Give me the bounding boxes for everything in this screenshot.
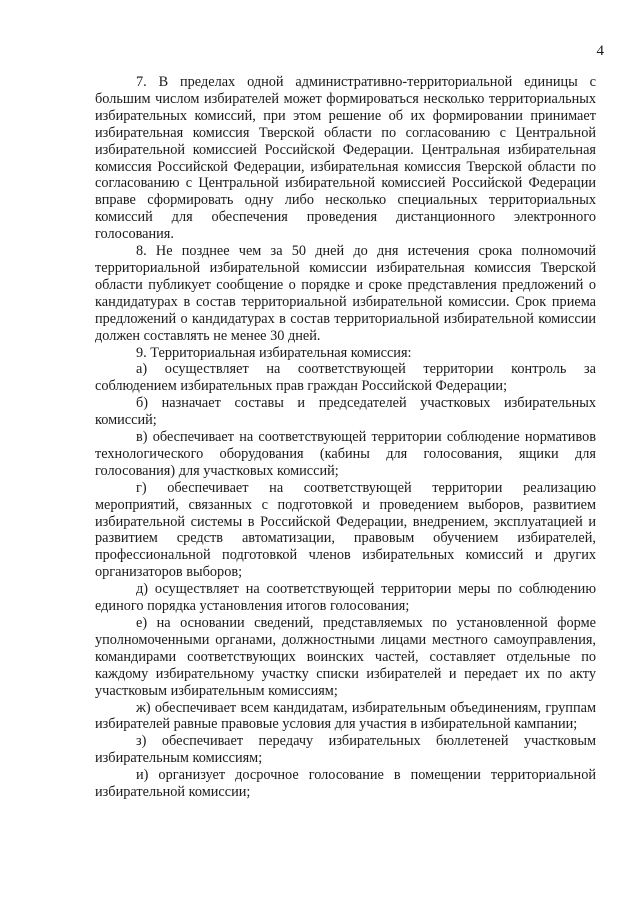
document-body [95, 74, 596, 801]
list-item-e: е) на основании сведений, представляемых по установленной форме уполномоченными органами, должностными лицами местного самоуправления, командирами соответствующих воинских частей, составляет отдельные по каждому избирательному участку списки избирателей и передает их по акту участковым избирательным комиссиям; [95, 615, 596, 699]
list-item-a: а) осуществляет на соответствующей территории контроль за соблюдением избирательных прав граждан Российской Федерации; [95, 361, 596, 395]
paragraph-9-heading: 9. Территориальная избирательная комиссия: [136, 344, 412, 361]
list-item-i: и) организует досрочное голосование в помещении территориальной избирательной комиссии; [95, 767, 596, 801]
list-item-v: в) обеспечивает на соответствующей территории соблюдение нормативов технологического оборудования (кабины для голосования, ящики для голосования) для участковых комиссий; [95, 429, 596, 479]
list-item-d: д) осуществляет на соответствующей территории меры по соблюдению единого порядка установления итогов голосования; [95, 581, 596, 615]
list-item-b: б) назначает составы и председателей участковых избирательных комиссий; [95, 395, 596, 429]
paragraph-7: 7. В пределах одной административно-территориальной единицы с большим числом избирателей может формироваться несколько территориальных избирательных комиссий, при этом решение об их формировании принимает избирательная комиссия Тверской области по согласованию с Центральной избирательной комиссией Российской Федерации. Центральная избирательная комиссия Российской Федерации, избирательная комиссия Тверской области по согласованию с Центральной избирательной комиссией Российской Федерации вправе сформировать одну либо несколько специальных территориальных комиссий для обеспечения проведения дистанционного электронного голосования. [95, 74, 596, 243]
paragraph-8: 8. Не позднее чем за 50 дней до дня истечения срока полномочий территориальной избирательной комиссии избирательная комиссия Тверской области публикует сообщение о порядке и сроке представления предложений о кандидатурах в состав территориальной избирательной комиссии. Срок приема предложений о кандидатурах в состав территориальной избирательной комиссии должен составлять не менее 30 дней. [95, 243, 596, 344]
list-item-zh: ж) обеспечивает всем кандидатам, избирательным объединениям, группам избирателей равные правовые условия для участия в избирательной кампании; [95, 699, 596, 733]
list-item-z: з) обеспечивает передачу избирательных бюллетеней участковым избирательным комиссиям; [95, 733, 596, 767]
page-number: 4 [596, 43, 604, 59]
list-item-g: г) обеспечивает на соответствующей территории реализацию мероприятий, связанных с подготовкой и проведением выборов, развитием избирательной системы в Российской Федерации, внедрением, эксплуатацией и развитием средств автоматизации, правовым обучением избирателей, профессиональной подготовкой членов избирательных комиссий и других организаторов выборов; [95, 479, 596, 581]
